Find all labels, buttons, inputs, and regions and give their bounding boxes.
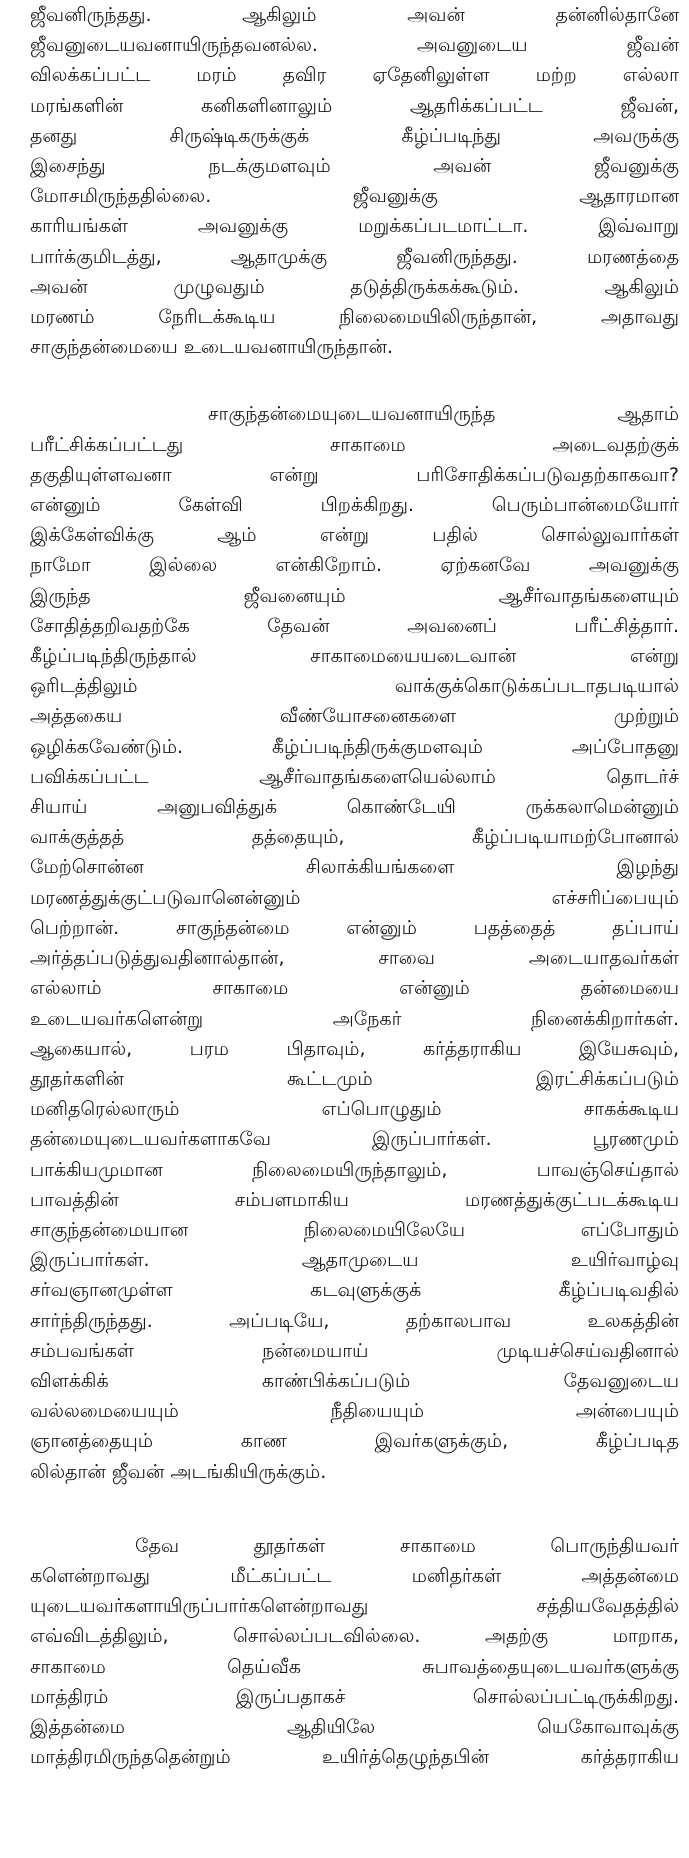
text-line: மனிதரெல்லாரும் எப்பொழுதும் சாகக்கூடிய	[30, 1098, 679, 1121]
text-line: ஆகையால், பரம பிதாவும், கர்த்தராகிய இயேசுவும்,	[30, 1037, 679, 1060]
text-line: ஒழிக்கவேண்டும். கீழ்ப்படிந்திருக்குமளவும் அப்போதனு	[30, 735, 679, 758]
text-line: காரியங்கள் அவனுக்கு மறுக்கப்படமாட்டா. இவ்வாறு	[30, 215, 679, 238]
text-line: அர்த்தப்படுத்துவதினால்தான், சாவை அடையாதவர்கள்	[30, 947, 679, 970]
text-line: இருப்பார்கள். ஆதாமுடைய உயிர்வாழ்வு	[30, 1249, 679, 1272]
text-line: என்னும் கேள்வி பிறக்கிறது. பெரும்பான்மையோர்	[30, 494, 679, 517]
text-line: விலக்கப்பட்ட மரம் தவிர ஏதேனிலுள்ள மற்ற எல்லா	[30, 64, 679, 87]
text-line: சர்வஞானமுள்ள கடவுளுக்குக் கீழ்ப்படிவதில்	[30, 1279, 679, 1302]
text-line: கீழ்ப்படிந்திருந்தால் சாகாமையையடைவான் என்று	[30, 645, 679, 668]
text-line: மோசமிருந்ததில்லை. ஜீவனுக்கு ஆதாரமான	[30, 185, 679, 208]
text-line: ஞானத்தையும் காண இவர்களுக்கும், கீழ்ப்படித	[30, 1430, 679, 1453]
text-line: பாவத்தின் சம்பளமாகிய மரணத்துக்குட்படக்கூடிய	[30, 1188, 679, 1211]
text-line: தூதர்களின் கூட்டமும் இரட்சிக்கப்படும்	[30, 1067, 679, 1090]
text-line: யுடையவர்களாயிருப்பார்களென்றாவது சத்தியவேதத்தில்	[30, 1595, 679, 1618]
paragraph-3	[30, 1531, 679, 1773]
text-line: சாகுந்தன்மையான நிலைமையிலேயே எப்போதும்	[30, 1218, 679, 1241]
text-line: எவ்விடத்திலும், சொல்லப்படவில்லை. அதற்கு மாறாக,	[30, 1625, 679, 1648]
text-line: பெற்றான். சாகுந்தன்மை என்னும் பதத்தைத் தப்பாய்	[30, 916, 679, 939]
text-line: சாகுந்தன்மையுடையவனாயிருந்த ஆதாம்	[208, 403, 679, 426]
text-line: உடையவர்களென்று அநேகர் நினைக்கிறார்கள்.	[30, 1007, 679, 1030]
text-line: சார்ந்திருந்தது. அப்படியே, தற்காலபாவ உலகத்தின்	[30, 1309, 679, 1332]
text-line: அத்தகைய வீண்யோசனைகளை முற்றும்	[30, 705, 679, 728]
text-line: இத்தன்மை ஆதியிலே யெகோவாவுக்கு	[30, 1715, 679, 1738]
text-line: தன்மையுடையவர்களாகவே இருப்பார்கள். பூரணமும்	[30, 1128, 679, 1151]
text-line: மரங்களின் கனிகளினாலும் ஆதரிக்கப்பட்ட ஜீவன்,	[30, 94, 679, 117]
paragraph-2	[30, 399, 679, 1486]
text-line: பாக்கியமுமான நிலைமையிருந்தாலும், பாவஞ்செய்தால்	[30, 1158, 679, 1181]
text-line: ஜீவனிருந்தது. ஆகிலும் அவன் தன்னில்தானே	[30, 4, 679, 26]
text-line: விளக்கிக் காண்பிக்கப்படும் தேவனுடைய	[30, 1369, 679, 1392]
text-line: களென்றாவது மீட்கப்பட்ட மனிதர்கள் அத்தன்மை	[30, 1564, 679, 1587]
text-line: இருந்த ஜீவனையும் ஆசீர்வாதங்களையும்	[30, 584, 679, 607]
paragraph-gap	[30, 362, 679, 399]
text-line: சோதித்தறிவதற்கே தேவன் அவனைப் பரீட்சித்தார்.	[30, 614, 679, 637]
text-line: தேவ தூதர்கள் சாகாமை பொருந்தியவர்	[135, 1534, 679, 1557]
text-line: ஒரிடத்திலும் வாக்குக்கொடுக்கப்படாதபடியால்	[30, 675, 679, 698]
text-line: சியாய் அனுபவித்துக் கொண்டேயி ருக்கலாமென்னும்	[30, 796, 679, 819]
text-line: இசைந்து நடக்குமளவும் அவன் ஜீவனுக்கு	[30, 155, 679, 178]
text-line: இக்கேள்விக்கு ஆம் என்று பதில் சொல்லுவார்கள்	[30, 524, 679, 547]
paragraph-gap	[30, 1487, 679, 1531]
text-line: அவன் முழுவதும் தடுத்திருக்கக்கூடும். ஆகிலும்	[30, 275, 679, 298]
text-line: வாக்குத்தத் தத்தையும், கீழ்ப்படியாமற்போனால்	[30, 826, 679, 849]
text-line: சாகாமை தெய்வீக சுபாவத்தையுடையவர்களுக்கு	[30, 1655, 679, 1678]
text-line: எல்லாம் சாகாமை என்னும் தன்மையை	[30, 977, 679, 1000]
text-line: மாத்திரம் இருப்பதாகச் சொல்லப்பட்டிருக்கிறது.	[30, 1685, 679, 1708]
text-line: லில்தான் ஜீவன் அடங்கியிருக்கும்.	[30, 1460, 327, 1483]
text-line: பரீட்சிக்கப்பட்டது சாகாமை அடைவதற்குக்	[30, 433, 679, 456]
text-line: தகுதியுள்ளவனா என்று பரிசோதிக்கப்படுவதற்காகவா?	[30, 463, 679, 486]
text-line: பவிக்கப்பட்ட ஆசீர்வாதங்களையெல்லாம் தொடர்ச்	[30, 765, 679, 788]
text-line: சம்பவங்கள் நன்மையாய் முடியச்செய்வதினால்	[30, 1339, 679, 1362]
text-line: ஜீவனுடையவனாயிருந்தவனல்ல. அவனுடைய ஜீவன்	[30, 34, 679, 57]
text-line: வல்லமையையும் நீதியையும் அன்பையும்	[30, 1400, 679, 1423]
text-line: தனது சிருஷ்டிகருக்குக் கீழ்ப்படிந்து அவருக்கு	[30, 124, 679, 147]
text-line: மேற்சொன்ன சிலாக்கியங்களை இழந்து	[30, 856, 679, 879]
text-line: நாமோ இல்லை என்கிறோம். ஏற்கனவே அவனுக்கு	[30, 554, 679, 577]
text-line: சாகுந்தன்மையை உடையவனாயிருந்தான்.	[30, 336, 394, 359]
paragraph-1	[30, 0, 679, 362]
text-line: மரணத்துக்குட்படுவானென்னும் எச்சரிப்பையும்	[30, 886, 679, 909]
text-line: பார்க்குமிடத்து, ஆதாமுக்கு ஜீவனிருந்தது. மரணத்தை	[30, 245, 679, 268]
text-line: மாத்திரமிருந்ததென்றும் உயிர்த்தெழுந்தபின் கர்த்தராகிய	[30, 1746, 679, 1769]
text-line: மரணம் நேரிடக்கூடிய நிலைமையிலிருந்தான், அதாவது	[30, 306, 679, 329]
